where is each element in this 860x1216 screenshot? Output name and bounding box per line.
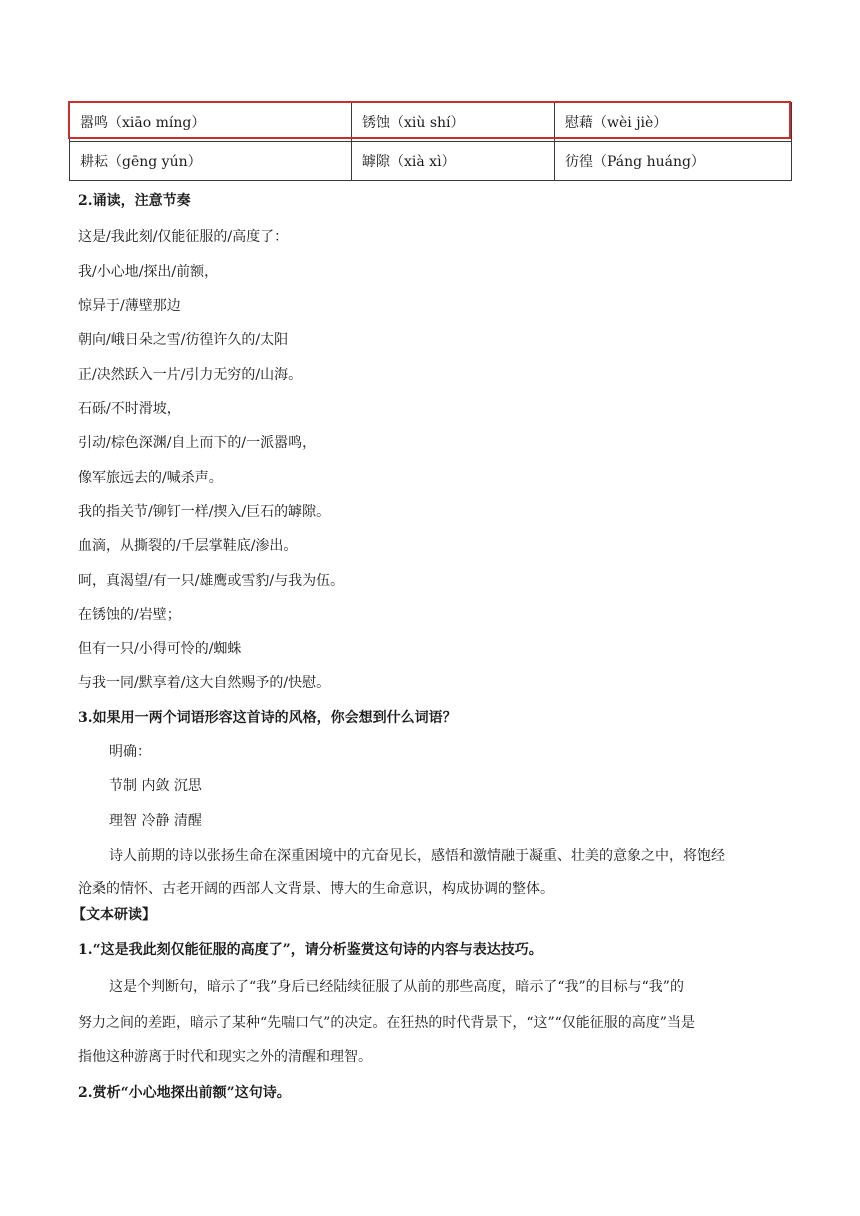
table-cell: 嚣鸣（xiāo míng） bbox=[70, 103, 352, 142]
poem-line: 正/决然跃入一片/引力无穷的/山海。 bbox=[78, 367, 303, 383]
poem-line: 我的指关节/铆钉一样/揳入/巨石的罅隙。 bbox=[78, 504, 331, 520]
poem-line: 朝向/峨日朵之雪/彷徨许久的/太阳 bbox=[78, 332, 289, 348]
table-row bbox=[70, 142, 792, 181]
poem-line: 在锈蚀的/岩壁； bbox=[78, 607, 181, 623]
answer-line: 指他这种游离于时代和现实之外的清醒和理智。 bbox=[78, 1049, 372, 1065]
poem-line: 血滴，从撕裂的/千层掌鞋底/渗出。 bbox=[78, 538, 298, 554]
poem-line: 引动/棕色深渊/自上而下的/一派嚣鸣， bbox=[78, 435, 317, 451]
table-cell: 慰藉（wèi jiè） bbox=[555, 103, 792, 142]
study-heading: 【文本研读】 bbox=[72, 907, 156, 923]
poem-line: 我/小心地/探出/前额， bbox=[78, 264, 219, 280]
answer-line: 努力之间的差距，暗示了某种“先喘口气”的决定。在狂热的时代背景下，“这”“仅能征服的高度”当是 bbox=[78, 1015, 695, 1031]
section-heading-style: 3.如果用一两个词语形容这首诗的风格，你会想到什么词语？ bbox=[78, 710, 457, 726]
vocabulary-table bbox=[69, 102, 792, 181]
table-cell: 罅隙（xià xì） bbox=[352, 142, 555, 181]
table-row bbox=[70, 103, 792, 142]
poem-line: 与我一同/默享着/这大自然赐予的/快慰。 bbox=[78, 675, 331, 691]
answer-label: 明确： bbox=[109, 744, 151, 760]
table-cell: 彷徨（Páng huáng） bbox=[555, 142, 792, 181]
poem-line: 呵，真渴望/有一只/雄鹰或雪豹/与我为伍。 bbox=[78, 573, 345, 589]
table-cell: 耕耘（gēng yún） bbox=[70, 142, 352, 181]
paragraph-line: 沧桑的情怀、古老开阔的西部人文背景、博大的生命意识，构成协调的整体。 bbox=[78, 881, 554, 897]
paragraph-line: 诗人前期的诗以张扬生命在深重困境中的亢奋见长，感悟和激情融于凝重、壮美的意象之中，将饱经 bbox=[109, 848, 725, 864]
section-heading-recitation: 2.诵读，注意节奏 bbox=[78, 193, 191, 209]
question-1: 1.“这是我此刻仅能征服的高度了”，请分析鉴赏这句诗的内容与表达技巧。 bbox=[78, 942, 543, 958]
table-cell: 锈蚀（xiù shí） bbox=[352, 103, 555, 142]
poem-line: 但有一只/小得可怜的/蜘蛛 bbox=[78, 641, 242, 657]
poem-line: 这是/我此刻/仅能征服的/高度了： bbox=[78, 229, 289, 245]
poem-line: 石砾/不时滑坡， bbox=[78, 401, 181, 417]
style-words: 理智 冷静 清醒 bbox=[109, 813, 202, 829]
answer-line: 这是个判断句，暗示了“我”身后已经陆续征服了从前的那些高度，暗示了“我”的目标与“我”的 bbox=[109, 979, 684, 995]
style-words: 节制 内敛 沉思 bbox=[109, 778, 202, 794]
poem-line: 惊异于/薄壁那边 bbox=[78, 298, 181, 314]
poem-line: 像军旅远去的/喊杀声。 bbox=[78, 470, 223, 486]
question-2: 2.赏析“小心地探出前额”这句诗。 bbox=[78, 1085, 291, 1101]
